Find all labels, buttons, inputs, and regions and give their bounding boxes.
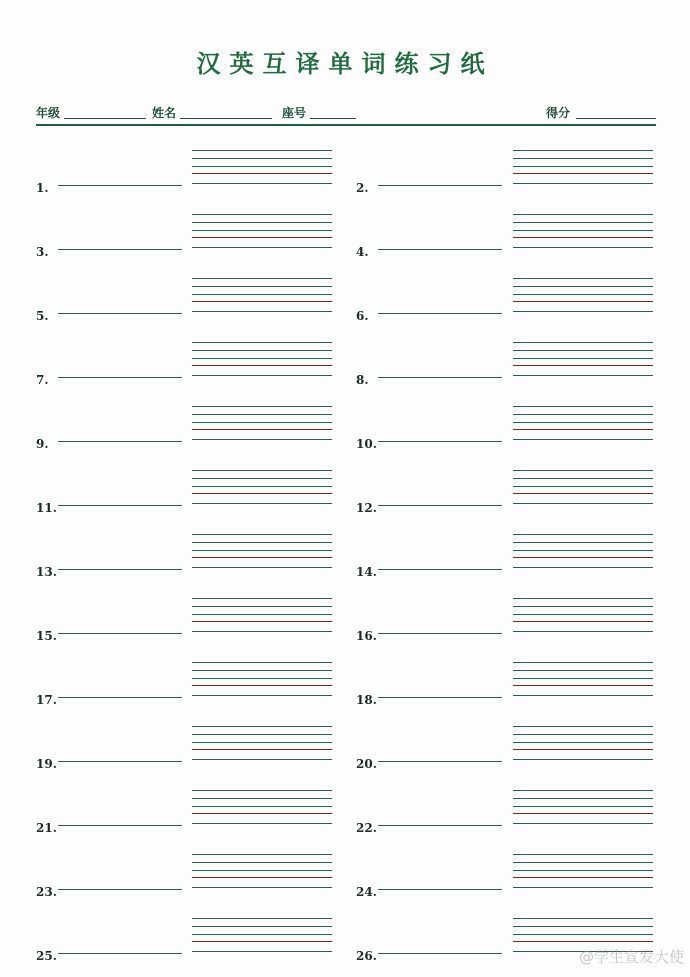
guide-rule <box>192 166 332 167</box>
writing-guide-lines[interactable] <box>192 596 332 634</box>
answer-line[interactable] <box>378 313 502 314</box>
item-number: 23. <box>36 885 57 899</box>
guide-rule <box>513 311 653 312</box>
item-number: 22. <box>356 821 377 835</box>
item-number: 4. <box>356 245 369 259</box>
guide-rule <box>192 823 332 824</box>
guide-rule <box>192 342 332 343</box>
guide-rule <box>513 598 653 599</box>
guide-rule <box>192 951 332 952</box>
answer-line[interactable] <box>378 825 502 826</box>
header-divider <box>36 124 656 126</box>
item-number: 9. <box>36 437 49 451</box>
writing-guide-lines[interactable] <box>192 788 332 826</box>
guide-rule <box>513 478 653 479</box>
writing-guide-lines[interactable] <box>513 788 653 826</box>
writing-guide-lines[interactable] <box>192 212 332 250</box>
item-number: 13. <box>36 565 57 579</box>
answer-line[interactable] <box>378 569 502 570</box>
guide-rule <box>192 631 332 632</box>
writing-guide-lines[interactable] <box>513 340 653 378</box>
baseline-rule <box>192 877 332 878</box>
guide-rule <box>513 790 653 791</box>
guide-rule <box>192 470 332 471</box>
guide-rule <box>513 230 653 231</box>
guide-rule <box>192 247 332 248</box>
guide-rule <box>192 678 332 679</box>
answer-line[interactable] <box>58 185 182 186</box>
guide-rule <box>513 934 653 935</box>
baseline-rule <box>513 941 653 942</box>
item-number: 12. <box>356 501 377 515</box>
guide-rule <box>513 542 653 543</box>
guide-rule <box>192 726 332 727</box>
grade-field[interactable] <box>64 118 146 119</box>
item-number: 11. <box>36 501 57 515</box>
guide-rule <box>513 406 653 407</box>
guide-rule <box>192 798 332 799</box>
guide-rule <box>513 422 653 423</box>
guide-rule <box>192 614 332 615</box>
baseline-rule <box>513 173 653 174</box>
guide-rule <box>513 798 653 799</box>
guide-rule <box>513 439 653 440</box>
guide-rule <box>192 486 332 487</box>
answer-line[interactable] <box>58 633 182 634</box>
guide-rule <box>513 414 653 415</box>
guide-rule <box>192 759 332 760</box>
guide-rule <box>192 870 332 871</box>
item-number: 3. <box>36 245 49 259</box>
baseline-rule <box>192 685 332 686</box>
baseline-rule <box>192 365 332 366</box>
answer-line[interactable] <box>58 953 182 954</box>
guide-rule <box>513 150 653 151</box>
guide-rule <box>192 790 332 791</box>
answer-line[interactable] <box>58 825 182 826</box>
writing-guide-lines[interactable] <box>513 852 653 890</box>
writing-guide-lines[interactable] <box>513 468 653 506</box>
writing-guide-lines[interactable] <box>513 212 653 250</box>
item-number: 19. <box>36 757 57 771</box>
guide-rule <box>513 375 653 376</box>
guide-rule <box>192 183 332 184</box>
baseline-rule <box>192 493 332 494</box>
guide-rule <box>192 806 332 807</box>
name-field[interactable] <box>180 118 272 119</box>
answer-line[interactable] <box>378 889 502 890</box>
item-number: 15. <box>36 629 57 643</box>
guide-rule <box>192 670 332 671</box>
item-number: 14. <box>356 565 377 579</box>
guide-rule <box>192 214 332 215</box>
writing-guide-lines[interactable] <box>513 404 653 442</box>
baseline-rule <box>513 301 653 302</box>
baseline-rule <box>513 621 653 622</box>
guide-rule <box>192 406 332 407</box>
guide-rule <box>192 887 332 888</box>
answer-line[interactable] <box>378 505 502 506</box>
guide-rule <box>513 550 653 551</box>
guide-rule <box>513 358 653 359</box>
item-number: 8. <box>356 373 369 387</box>
writing-guide-lines[interactable] <box>192 852 332 890</box>
item-number: 5. <box>36 309 49 323</box>
item-number: 6. <box>356 309 369 323</box>
guide-rule <box>513 503 653 504</box>
guide-rule <box>192 862 332 863</box>
baseline-rule <box>192 429 332 430</box>
writing-guide-lines[interactable] <box>192 276 332 314</box>
guide-rule <box>192 230 332 231</box>
guide-rule <box>513 614 653 615</box>
guide-rule <box>513 166 653 167</box>
item-number: 2. <box>356 181 369 195</box>
baseline-rule <box>513 237 653 238</box>
writing-guide-lines[interactable] <box>192 404 332 442</box>
baseline-rule <box>192 301 332 302</box>
guide-rule <box>513 350 653 351</box>
grade-label: 年级 <box>36 106 61 120</box>
guide-rule <box>513 678 653 679</box>
answer-line[interactable] <box>58 377 182 378</box>
guide-rule <box>192 375 332 376</box>
guide-rule <box>513 278 653 279</box>
guide-rule <box>513 606 653 607</box>
guide-rule <box>192 414 332 415</box>
writing-guide-lines[interactable] <box>513 596 653 634</box>
item-number: 26. <box>356 949 377 963</box>
guide-rule <box>192 918 332 919</box>
guide-rule <box>192 503 332 504</box>
answer-line[interactable] <box>58 505 182 506</box>
answer-line[interactable] <box>58 313 182 314</box>
baseline-rule <box>192 557 332 558</box>
guide-rule <box>192 534 332 535</box>
writing-guide-lines[interactable] <box>192 468 332 506</box>
answer-line[interactable] <box>378 185 502 186</box>
guide-rule <box>513 342 653 343</box>
name-label: 姓名 <box>152 106 177 120</box>
guide-rule <box>513 695 653 696</box>
writing-guide-lines[interactable] <box>192 532 332 570</box>
item-number: 7. <box>36 373 49 387</box>
guide-rule <box>192 439 332 440</box>
guide-rule <box>513 183 653 184</box>
guide-rule <box>192 598 332 599</box>
item-number: 24. <box>356 885 377 899</box>
answer-line[interactable] <box>58 569 182 570</box>
page-title: 汉英互译单词练习纸 <box>196 49 494 78</box>
guide-rule <box>192 278 332 279</box>
seat-field[interactable] <box>310 118 356 119</box>
guide-rule <box>192 734 332 735</box>
item-number: 10. <box>356 437 377 451</box>
guide-rule <box>192 350 332 351</box>
guide-rule <box>192 542 332 543</box>
item-number: 20. <box>356 757 377 771</box>
baseline-rule <box>192 941 332 942</box>
guide-rule <box>192 286 332 287</box>
student-info-row <box>36 104 656 124</box>
answer-line[interactable] <box>58 697 182 698</box>
guide-rule <box>513 294 653 295</box>
baseline-rule <box>513 557 653 558</box>
writing-guide-lines[interactable] <box>513 148 653 186</box>
guide-rule <box>192 311 332 312</box>
answer-line[interactable] <box>378 441 502 442</box>
guide-rule <box>192 926 332 927</box>
guide-rule <box>513 214 653 215</box>
answer-line[interactable] <box>378 377 502 378</box>
guide-rule <box>513 670 653 671</box>
baseline-rule <box>192 621 332 622</box>
item-number: 18. <box>356 693 377 707</box>
writing-guide-lines[interactable] <box>513 724 653 762</box>
guide-rule <box>513 534 653 535</box>
guide-rule <box>192 742 332 743</box>
guide-rule <box>513 862 653 863</box>
guide-rule <box>192 662 332 663</box>
guide-rule <box>513 662 653 663</box>
guide-rule <box>513 247 653 248</box>
guide-rule <box>513 823 653 824</box>
answer-line[interactable] <box>58 249 182 250</box>
baseline-rule <box>513 685 653 686</box>
guide-rule <box>192 695 332 696</box>
answer-line[interactable] <box>58 889 182 890</box>
guide-rule <box>513 759 653 760</box>
answer-line[interactable] <box>378 249 502 250</box>
score-label: 得分 <box>546 106 571 120</box>
baseline-rule <box>192 173 332 174</box>
guide-rule <box>513 918 653 919</box>
guide-rule <box>513 742 653 743</box>
guide-rule <box>513 887 653 888</box>
item-number: 17. <box>36 693 57 707</box>
guide-rule <box>513 926 653 927</box>
guide-rule <box>192 158 332 159</box>
writing-guide-lines[interactable] <box>513 660 653 698</box>
item-number: 21. <box>36 821 57 835</box>
baseline-rule <box>192 813 332 814</box>
baseline-rule <box>513 365 653 366</box>
guide-rule <box>513 286 653 287</box>
baseline-rule <box>513 813 653 814</box>
guide-rule <box>513 470 653 471</box>
writing-guide-lines[interactable] <box>513 276 653 314</box>
guide-rule <box>513 854 653 855</box>
baseline-rule <box>513 493 653 494</box>
guide-rule <box>192 478 332 479</box>
guide-rule <box>513 870 653 871</box>
guide-rule <box>513 486 653 487</box>
writing-guide-lines[interactable] <box>192 660 332 698</box>
answer-line[interactable] <box>378 633 502 634</box>
answer-line[interactable] <box>378 697 502 698</box>
writing-guide-lines[interactable] <box>192 724 332 762</box>
answer-line[interactable] <box>378 953 502 954</box>
baseline-rule <box>513 877 653 878</box>
guide-rule <box>513 734 653 735</box>
guide-rule <box>513 222 653 223</box>
baseline-rule <box>513 429 653 430</box>
guide-rule <box>513 806 653 807</box>
guide-rule <box>192 567 332 568</box>
item-number: 1. <box>36 181 49 195</box>
guide-rule <box>513 631 653 632</box>
guide-rule <box>192 422 332 423</box>
watermark: @学生宣发大使 <box>578 948 684 966</box>
guide-rule <box>192 854 332 855</box>
answer-line[interactable] <box>58 761 182 762</box>
item-number: 16. <box>356 629 377 643</box>
answer-line[interactable] <box>58 441 182 442</box>
writing-guide-lines[interactable] <box>192 340 332 378</box>
guide-rule <box>513 158 653 159</box>
guide-rule <box>192 550 332 551</box>
baseline-rule <box>192 749 332 750</box>
guide-rule <box>192 222 332 223</box>
guide-rule <box>192 934 332 935</box>
writing-guide-lines[interactable] <box>192 148 332 186</box>
item-number: 25. <box>36 949 57 963</box>
writing-guide-lines[interactable] <box>192 916 332 954</box>
guide-rule <box>192 358 332 359</box>
answer-line[interactable] <box>378 761 502 762</box>
guide-rule <box>513 726 653 727</box>
guide-rule <box>192 294 332 295</box>
score-field[interactable] <box>576 118 656 119</box>
baseline-rule <box>513 749 653 750</box>
guide-rule <box>513 567 653 568</box>
writing-guide-lines[interactable] <box>513 532 653 570</box>
seat-label: 座号 <box>282 106 307 120</box>
guide-rule <box>192 150 332 151</box>
baseline-rule <box>192 237 332 238</box>
guide-rule <box>192 606 332 607</box>
